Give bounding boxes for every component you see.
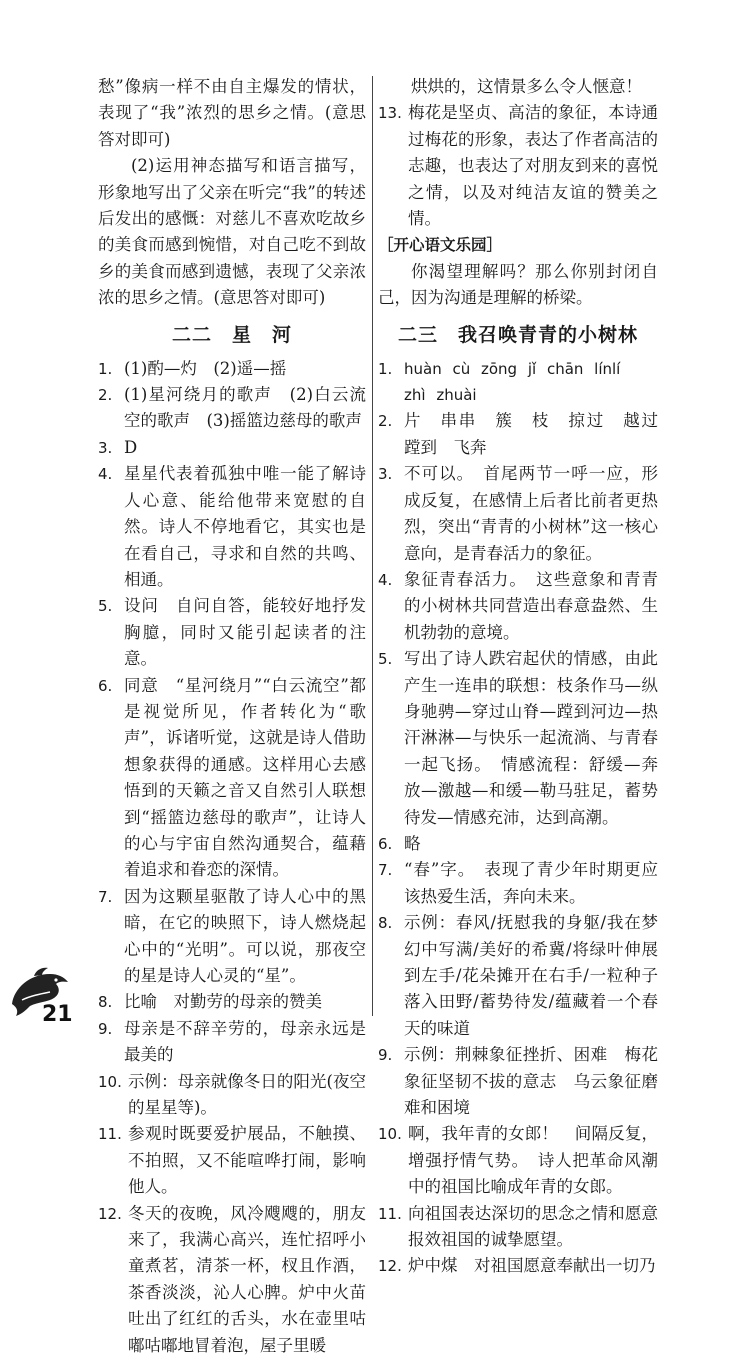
item-text: 同意 “星河绕月”“白云流空”都是视觉所见，作者转化为“歌声”，诉诸听觉，这就是诗人借助想象获得的通感。这样用心去感悟到的天籁之音又自然引人联想到“摇篮边慈母的歌声”，让诗人的心与宇宙自然沟通契合，蕴藉着追求和眷恋的深情。 [124, 675, 366, 880]
answer-item [378, 567, 658, 646]
fun-chinese-text: 你渴望理解吗？那么你别封闭自己，因为沟通是理解的桥梁。 [378, 261, 658, 308]
item-text: 星星代表着孤独中唯一能了解诗人心意、能给他带来宽慰的自然。诗人不停地看它，其实也是在看自己，寻求和自然的共鸣、相通。 [124, 464, 366, 589]
item-number: 13. [378, 104, 402, 123]
item-number: 1. [378, 359, 393, 378]
item-number: 9. [378, 1046, 393, 1065]
answer-item [98, 989, 366, 1015]
answer-item [378, 831, 658, 857]
item-text: 因为这颗星驱散了诗人心中的黑暗，在它的映照下，诗人燃烧起心中的“光明”。可以说，那夜空的星是诗人心灵的“星”。 [124, 886, 366, 985]
left-column [98, 74, 366, 1359]
item-text: (1)星河绕月的歌声 (2)白云流空的歌声 (3)摇篮边慈母的歌声 [124, 385, 366, 431]
item-number: 9. [98, 1019, 113, 1038]
answer-item [378, 356, 658, 409]
answer-item [98, 382, 366, 435]
item-number: 3. [378, 465, 393, 484]
answer-item [98, 1016, 366, 1069]
answer-item [378, 1042, 658, 1121]
item-number: 2. [378, 412, 393, 431]
item-text: 片 串串 簇 枝 掠过 越过 蹚到 飞奔 [404, 411, 675, 457]
item-number: 6. [378, 834, 393, 853]
item-text: 向祖国表达深切的思念之情和愿意报效祖国的诚挚愿望。 [408, 1203, 658, 1250]
item-text: 啊，我年青的女郎！ 间隔反复，增强抒情气势。 诗人把革命风潮中的祖国比喻成年青的女郎。 [408, 1124, 658, 1197]
answer-item [98, 673, 366, 884]
item-text: D [124, 437, 138, 457]
answer-item [378, 1253, 658, 1279]
answer-item [98, 884, 366, 990]
item-number: 2. [98, 386, 113, 405]
item-text [404, 356, 658, 409]
answer-item [98, 435, 366, 461]
answer-item [98, 593, 366, 672]
section-title-22: 二二 星 河 [171, 323, 292, 346]
item-number: 7. [378, 861, 393, 880]
fun-chinese-heading: ［开心语文乐园］ [378, 236, 503, 255]
answer-item [378, 461, 658, 567]
answer-item [378, 1121, 658, 1200]
answer-item [378, 646, 658, 831]
item-text: 不可以。 首尾两节一呼一应，形成反复，在感情上后者比前者更热烈，突出“青青的小树林”这一核心意向，是青春活力的象征。 [404, 464, 658, 563]
answer-item [98, 1121, 366, 1200]
item-text: 示例：荆棘象征挫折、困难 梅花象征坚韧不拔的意志 乌云象征磨难和困境 [404, 1045, 658, 1118]
right-column [378, 74, 675, 1280]
item-text: 示例：母亲就像冬日的阳光(夜空的星星等)。 [128, 1071, 366, 1118]
item-number: 5. [378, 650, 393, 669]
item-text: 写出了诗人跌宕起伏的情感，由此产生一连串的联想：枝条作马—纵身驰骋—穿过山脊—蹚到河边—热汗淋淋—与快乐一起流淌、与青春一起飞扬。 情感流程：舒缓—奔放—激越—和缓—勒马驻足，蓄势待发—情感充沛，达到高潮。 [404, 649, 658, 827]
answer-item [378, 857, 658, 910]
answer-item [378, 910, 658, 1042]
item-number: 4. [378, 570, 393, 589]
page-number: 21 [42, 1002, 73, 1027]
continuation-text: 烘烘的，这情景多么令人惬意！ [411, 77, 642, 96]
item-number: 5. [98, 597, 113, 616]
answer-item [378, 408, 675, 461]
item-number: 4. [98, 465, 113, 484]
item-number: 10. [378, 1125, 402, 1144]
item-number: 1. [98, 359, 113, 378]
intro-paragraph-2: (2)运用神态描写和语言描写，形象地写出了父亲在听完“我”的转述后发出的感慨：对慈儿不喜欢吃故乡的美食而感到惋惜，对自己吃不到故乡的美食而感到遗憾，表现了父亲浓浓的思乡之情。(意思答对即可) [98, 156, 366, 308]
item-number: 3. [98, 438, 113, 457]
item-number: 11. [98, 1125, 122, 1144]
intro-paragraph-1: 愁”像病一样不由自主爆发的情状，表现了“我”浓烈的思乡之情。(意思答对即可) [98, 77, 366, 149]
item-number: 6. [98, 676, 113, 695]
item-text: 象征青春活力。 这些意象和青青的小树林共同营造出春意盎然、生机勃勃的意境。 [404, 569, 658, 642]
answer-item [98, 1201, 366, 1359]
column-divider [372, 76, 373, 1016]
item-number: 11. [378, 1204, 402, 1223]
answer-item [378, 100, 658, 232]
answer-item [98, 461, 366, 593]
item-text: 炉中煤 对祖国愿意奉献出一切乃 [408, 1256, 656, 1276]
item-text: 母亲是不辞辛劳的，母亲永远是最美的 [124, 1018, 366, 1065]
answer-item [98, 356, 366, 382]
item-number: 12. [378, 1257, 402, 1276]
item-number: 12. [98, 1204, 122, 1223]
pinyin-line: huàn cù zōng jǐ chān línlí [404, 359, 621, 378]
item-text: 参观时既要爱护展品，不触摸、不拍照，又不能喧哗打闹，影响他人。 [128, 1124, 366, 1197]
item-text: (1)酌—灼 (2)遥—摇 [124, 358, 287, 378]
item-number: 10. [98, 1072, 122, 1091]
item-text: 设问 自问自答，能较好地抒发胸臆，同时又能引起读者的注意。 [124, 596, 366, 669]
item-text: 略 [404, 833, 421, 853]
answer-item [378, 1201, 658, 1254]
item-text: 冬天的夜晚，风冷飕飕的，朋友来了，我满心高兴，连忙招呼小童煮茗，清茶一杯，杈且作酒，茶香淡淡，沁人心脾。炉中火苗吐出了红红的舌头，水在壶里咕嘟咕嘟地冒着泡，屋子里暖 [128, 1203, 366, 1355]
answer-item [98, 1069, 366, 1122]
item-text: 比喻 对勤劳的母亲的赞美 [124, 992, 322, 1012]
item-number: 8. [378, 914, 393, 933]
item-text: 梅花是坚贞、高洁的象征，本诗通过梅花的形象，表达了作者高洁的志趣，也表达了对朋友到来的喜悦之情，以及对纯洁友谊的赞美之情。 [408, 103, 658, 229]
item-number: 7. [98, 887, 113, 906]
pinyin-line: zhì zhuài [404, 386, 477, 405]
item-number: 8. [98, 993, 113, 1012]
item-text: “春”字。 表现了青少年时期更应该热爱生活，奔向未来。 [404, 860, 658, 906]
section-title-23: 二三 我召唤青青的小树林 [397, 323, 638, 346]
item-text: 示例：春风/抚慰我的身躯/我在梦幻中写满/美好的希冀/将绿叶伸展到左手/花朵摊开在右手/一粒种子落入田野/蓄势待发/蕴藏着一个春天的味道 [404, 913, 658, 1038]
